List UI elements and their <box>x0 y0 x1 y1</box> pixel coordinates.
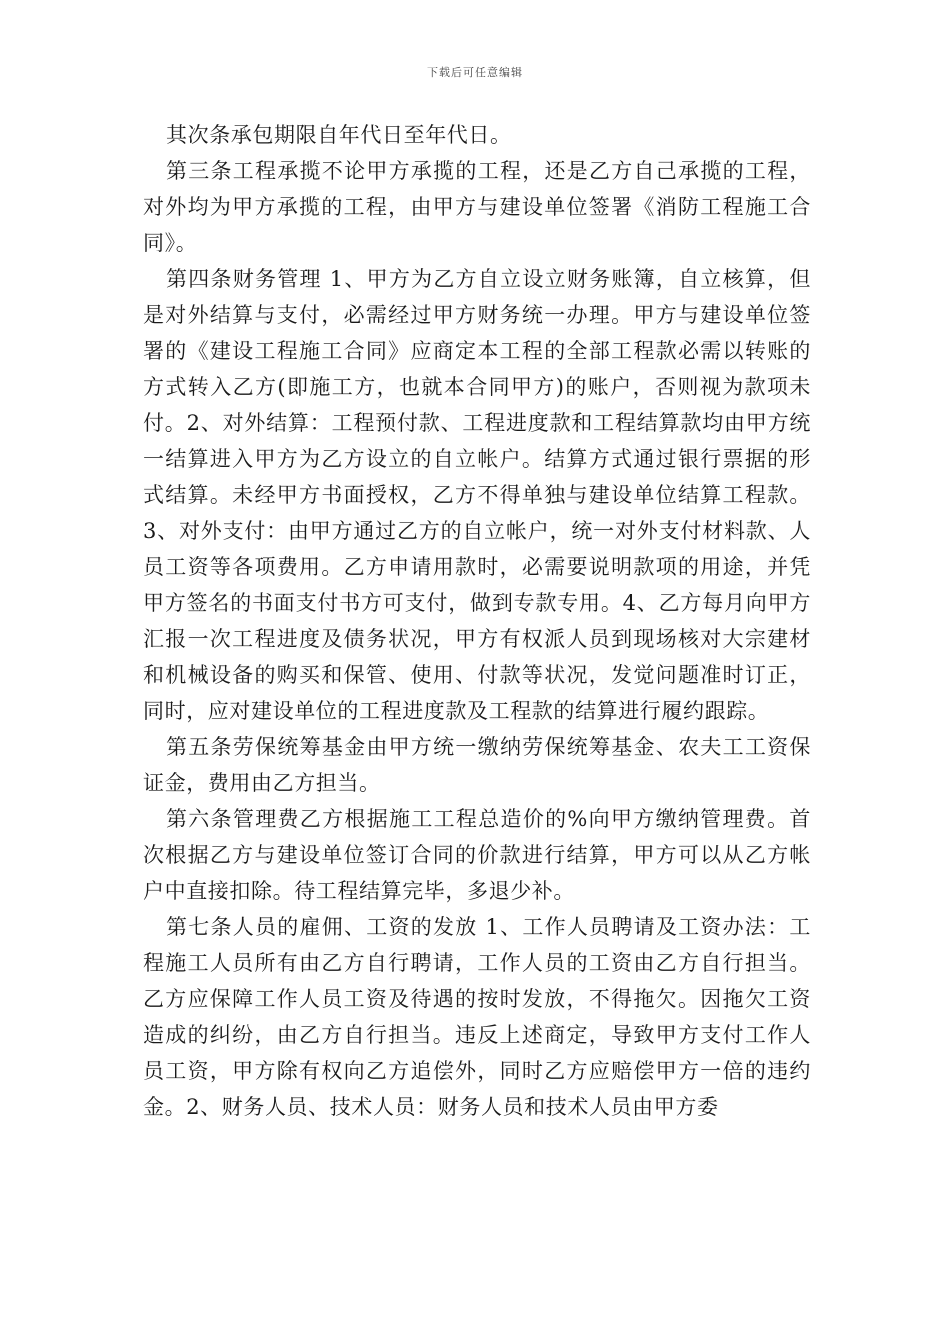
page-header: 下载后可任意编辑 <box>427 66 523 79</box>
paragraph-article-3: 第三条工程承揽不论甲方承揽的工程，还是乙方自己承揽的工程，对外均为甲方承揽的工程，由甲方与建设单位签署《消防工程施工合同》。 <box>143 159 811 255</box>
document-body <box>143 117 811 1125</box>
paragraph-term-period: 其次条承包期限自年代日至年代日。 <box>166 123 512 147</box>
paragraph-article-7: 第七条人员的雇佣、工资的发放 1、工作人员聘请及工资办法：工程施工人员所有由乙方自行聘请，工作人员的工资由乙方自行担当。乙方应保障工作人员工资及待遇的按时发放，不得拖欠。因拖欠工资造成的纠纷，由乙方自行担当。违反上述商定，导致甲方支付工作人员工资，甲方除有权向乙方追偿外，同时乙方应赔偿甲方一倍的违约金。2、财务人员、技术人员：财务人员和技术人员由甲方委 <box>143 915 811 1119</box>
paragraph-article-4: 第四条财务管理 1、甲方为乙方自立设立财务账簿，自立核算，但是对外结算与支付，必需经过甲方财务统一办理。甲方与建设单位签署的《建设工程施工合同》应商定本工程的全部工程款必需以转账的方式转入乙方(即施工方，也就本合同甲方)的账户，否则视为款项未付。2、对外结算：工程预付款、工程进度款和工程结算款均由甲方统一结算进入甲方为乙方设立的自立帐户。结算方式通过银行票据的形式结算。未经甲方书面授权，乙方不得单独与建设单位结算工程款。3、对外支付：由甲方通过乙方的自立帐户，统一对外支付材料款、人员工资等各项费用。乙方申请用款时，必需要说明款项的用途，并凭甲方签名的书面支付书方可支付，做到专款专用。4、乙方每月向甲方汇报一次工程进度及债务状况，甲方有权派人员到现场核对大宗建材和机械设备的购买和保管、使用、付款等状况，发觉问题准时订正，同时，应对建设单位的工程进度款及工程款的结算进行履约跟踪。 <box>143 267 811 723</box>
paragraph-article-5: 第五条劳保统筹基金由甲方统一缴纳劳保统筹基金、农夫工工资保证金，费用由乙方担当。 <box>143 735 811 795</box>
paragraph-article-6: 第六条管理费乙方根据施工工程总造价的%向甲方缴纳管理费。首次根据乙方与建设单位签订合同的价款进行结算，甲方可以从乙方帐户中直接扣除。待工程结算完毕，多退少补。 <box>143 807 811 903</box>
